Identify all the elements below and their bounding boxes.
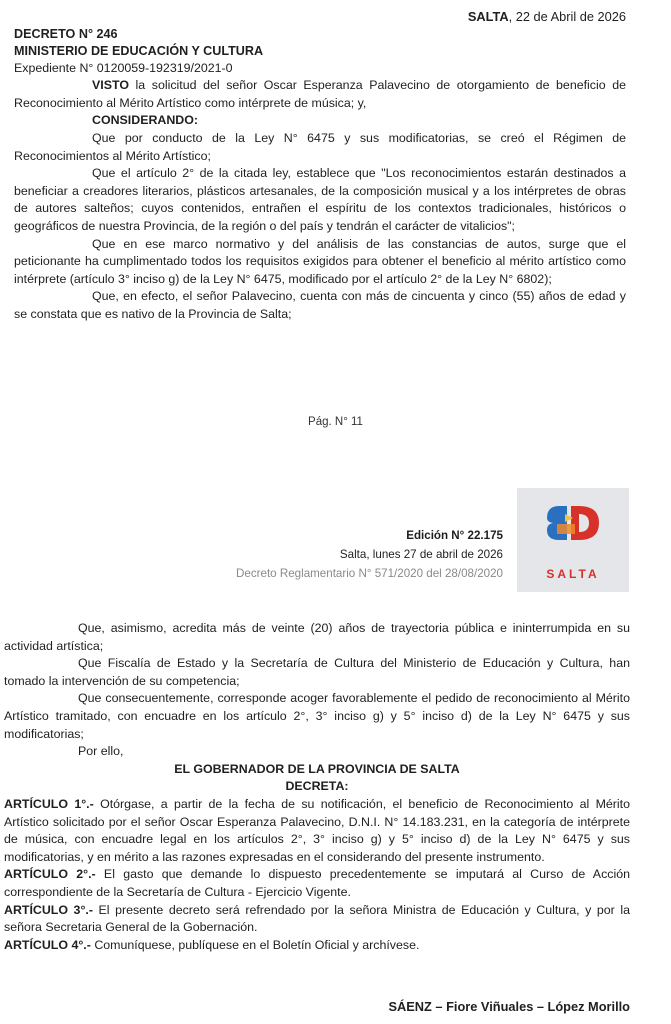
- edition-info: [236, 526, 503, 583]
- article-2: ARTÍCULO 2°.- El gasto que demande lo dispuesto precedentemente se imputará al Curso de Acción correspondiente de la Secretaría de Cultura - Ejercicio Vigente.: [4, 867, 631, 899]
- paragraph: Que por conducto de la Ley N° 6475 y sus modificatorias, se creó el Régimen de Reconocimientos al Mérito Artístico;: [14, 130, 626, 163]
- salta-logo: [517, 488, 629, 592]
- paragraph: Que el artículo 2° de la citada ley, establece que "Los reconocimientos estarán destinados a beneficiar a creadores literarios, plásticos artesanales, de la composición musical y a los intérpretes de obras de autores salteños; cuyos contenidos, entrañen el espíritu de los contextos tradicionales, históricos o geográficos de nuestra Provincia, de la región o del país y tendrán el carácter de vitalicios";: [14, 166, 626, 233]
- paragraph: Por ello,: [78, 744, 124, 759]
- header-date: SALTA, 22 de Abril de 2026: [467, 9, 626, 24]
- decree-continuation: [4, 620, 630, 954]
- article-1: ARTÍCULO 1°.- Otórgase, a partir de la fecha de su notificación, el beneficio de Reconocimiento al Mérito Artístico solicitado por el señor Oscar Esperanza Palavecino, D.N.I. N° 14.183.231, en la categoría de intérprete de música, con encuadre legal en los artículos 2°, 3° inciso g) y 5° inciso d) de la Ley N° 6475 y sus modificatorias, y en mérito a las razones expresadas en el considerando del presente instrumento.: [4, 796, 630, 864]
- decree-reference: Decreto Reglamentario N° 571/2020 del 28/08/2020: [236, 567, 503, 580]
- paragraph: Que, asimismo, acredita más de veinte (20) años de trayectoria pública e ininterrumpida en su actividad artística;: [4, 621, 630, 653]
- visto-paragraph: VISTO la solicitud del señor Oscar Esperanza Palavecino de otorgamiento de beneficio de Reconocimiento al Mérito Artístico como intérprete de música; y,: [14, 78, 626, 110]
- decree-first-page: [14, 8, 626, 324]
- governor-title: EL GOBERNADOR DE LA PROVINCIA DE SALTA: [174, 761, 460, 776]
- paragraph: Que Fiscalía de Estado y la Secretaría de Cultura del Ministerio de Educación y Cultura, han tomado la intervención de su competencia;: [4, 656, 630, 688]
- logo-mark-icon: [517, 488, 629, 568]
- considerando-heading: CONSIDERANDO:: [92, 113, 199, 128]
- paragraph: Que en ese marco normativo y del análisis de las constancias de autos, surge que el peticionante ha cumplimentado todos los requisitos exigidos para obtener el beneficio al mérito artístico como intérprete (artículo 3° inciso g) de la Ley N° 6475, modificado por el artículo 2° de la Ley N° 6802);: [14, 236, 626, 286]
- logo-text: SALTA: [546, 567, 600, 581]
- signatures: SÁENZ – Fiore Viñuales – López Morillo: [388, 999, 630, 1014]
- edition-date: Salta, lunes 27 de abril de 2026: [339, 548, 503, 561]
- expediente-number: Expediente N° 0120059-192319/2021-0: [14, 60, 233, 75]
- paragraph: Que consecuentemente, corresponde acoger favorablemente el pedido de reconocimiento al Mérito Artístico tramitado, con encuadre en los artículo 2°, 3° inciso g) y 5° inciso d) de la Ley N° 6475 y sus modificatorias;: [4, 691, 630, 741]
- article-4: ARTÍCULO 4°.- Comuníquese, publíquese en el Boletín Oficial y archívese.: [4, 937, 420, 952]
- paragraph: Que, en efecto, el señor Palavecino, cuenta con más de cincuenta y cinco (55) años de edad y se constata que es nativo de la Provincia de Salta;: [14, 289, 626, 321]
- edition-number: Edición N° 22.175: [406, 529, 503, 542]
- ministry-name: MINISTERIO DE EDUCACIÓN Y CULTURA: [14, 43, 264, 58]
- decree-number: DECRETO N° 246: [14, 26, 118, 41]
- decreta-heading: DECRETA:: [285, 779, 349, 794]
- page-number: Pág. N° 11: [308, 416, 363, 428]
- article-3: ARTÍCULO 3°.- El presente decreto será refrendado por la señora Ministra de Educación y Cultura, y por la señora Secretaria General de la Gobernación.: [4, 902, 630, 935]
